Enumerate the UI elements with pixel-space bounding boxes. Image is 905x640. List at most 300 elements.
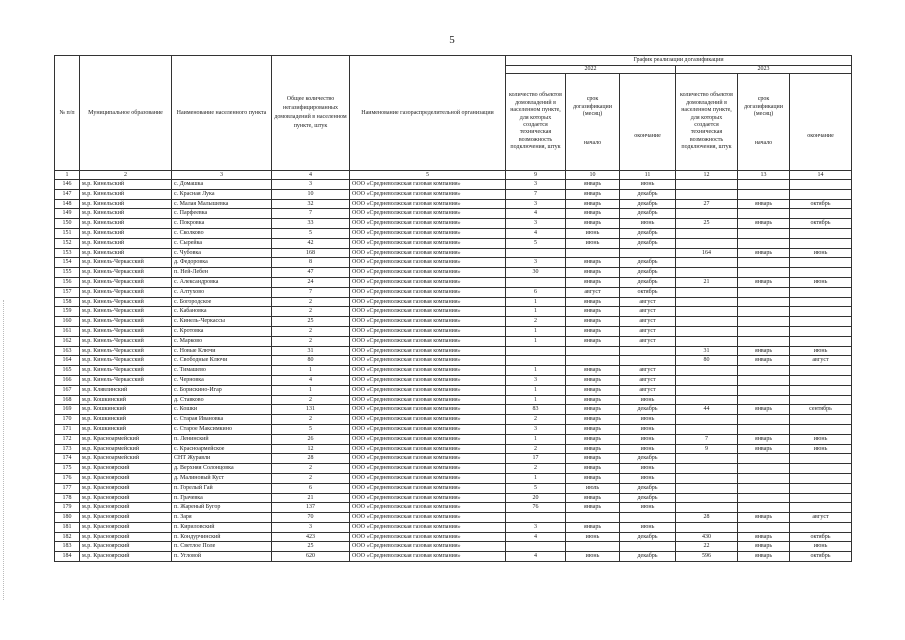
row-number-cell: 165 [55, 366, 80, 376]
table-row [55, 346, 852, 356]
municipality-cell: м.р. Кинельский [80, 228, 172, 238]
start-month-2022-cell: январь [566, 503, 620, 513]
row-number-cell: 182 [55, 532, 80, 542]
start-month-2023-cell [738, 238, 790, 248]
settlement-cell: с. Тимашево [172, 366, 272, 376]
households-total-cell: 1 [272, 366, 350, 376]
table-row [55, 522, 852, 532]
start-month-2023-cell: январь [738, 405, 790, 415]
start-month-2023-cell [738, 464, 790, 474]
count-2022-cell: 3 [506, 219, 566, 229]
count-2023-cell [676, 424, 738, 434]
start-month-2022-cell: июнь [566, 552, 620, 562]
settlement-cell: с. Чубовка [172, 248, 272, 258]
column-number: 11 [620, 171, 676, 180]
start-month-2022-cell: январь [566, 336, 620, 346]
municipality-cell: м.р. Красноярский [80, 552, 172, 562]
table-row [55, 464, 852, 474]
start-month-2023-cell [738, 415, 790, 425]
gas-company-cell: ООО «Средневолжская газовая компания» [350, 473, 506, 483]
table-row [55, 424, 852, 434]
end-month-2022-cell: август [620, 375, 676, 385]
gas-company-cell: ООО «Средневолжская газовая компания» [350, 297, 506, 307]
settlement-cell: с. Свободные Ключи [172, 356, 272, 366]
end-month-2022-cell: июнь [620, 522, 676, 532]
start-month-2023-cell: январь [738, 542, 790, 552]
row-number-cell: 149 [55, 209, 80, 219]
municipality-cell: м.р. Кинель-Черкасский [80, 346, 172, 356]
table-row [55, 366, 852, 376]
start-month-2022-cell: январь [566, 434, 620, 444]
end-month-2023-cell: июнь [790, 248, 852, 258]
row-number-cell: 168 [55, 395, 80, 405]
municipality-cell: м.р. Кошкинский [80, 405, 172, 415]
start-month-2022-cell: январь [566, 326, 620, 336]
start-month-2022-cell: июнь [566, 238, 620, 248]
count-2023-cell [676, 180, 738, 190]
header-end-2023 [790, 74, 852, 171]
households-total-cell: 2 [272, 464, 350, 474]
count-2023-cell [676, 228, 738, 238]
end-month-2023-cell: июнь [790, 444, 852, 454]
count-2023-cell [676, 209, 738, 219]
end-month-2022-cell: июнь [620, 415, 676, 425]
municipality-cell: м.р. Кинель-Черкасский [80, 326, 172, 336]
end-month-2022-cell [620, 346, 676, 356]
gas-company-cell: ООО «Средневолжская газовая компания» [350, 493, 506, 503]
row-number-cell: 157 [55, 287, 80, 297]
count-2022-cell: 5 [506, 238, 566, 248]
settlement-cell: с. Александровка [172, 277, 272, 287]
count-2023-cell: 28 [676, 513, 738, 523]
start-month-2023-cell [738, 375, 790, 385]
municipality-cell: м.р. Кинель-Черкасский [80, 287, 172, 297]
table-row [55, 483, 852, 493]
table-row [55, 415, 852, 425]
header-year-2023: 2023 [676, 66, 852, 74]
start-month-2023-cell [738, 366, 790, 376]
row-number-cell: 176 [55, 473, 80, 483]
row-number-cell: 179 [55, 503, 80, 513]
end-month-2023-cell: октябрь [790, 552, 852, 562]
settlement-cell: с. Сырейка [172, 238, 272, 248]
end-month-2022-cell: июнь [620, 180, 676, 190]
households-total-cell: 168 [272, 248, 350, 258]
settlement-cell: с. Малая Малышевка [172, 199, 272, 209]
start-month-2022-cell [566, 542, 620, 552]
header-no: № п/п [55, 56, 80, 171]
municipality-cell: м.р. Кинельский [80, 180, 172, 190]
header-schedule: График реализации догазификации [506, 56, 852, 66]
gas-company-cell: ООО «Средневолжская газовая компания» [350, 522, 506, 532]
count-2023-cell [676, 464, 738, 474]
municipality-cell: м.р. Кинельский [80, 189, 172, 199]
municipality-cell: м.р. Клявлинский [80, 385, 172, 395]
municipality-cell: м.р. Кинель-Черкасский [80, 375, 172, 385]
start-month-2023-cell [738, 493, 790, 503]
page-number: 5 [449, 34, 455, 46]
gas-company-cell: ООО «Средневолжская газовая компания» [350, 356, 506, 366]
table-row [55, 336, 852, 346]
end-month-2023-cell: сентябрь [790, 405, 852, 415]
end-month-2022-cell: декабрь [620, 552, 676, 562]
households-total-cell: 42 [272, 238, 350, 248]
end-month-2023-cell [790, 258, 852, 268]
table-row [55, 405, 852, 415]
municipality-cell: м.р. Кинельский [80, 199, 172, 209]
row-number-cell: 173 [55, 444, 80, 454]
end-month-2023-cell [790, 375, 852, 385]
column-number: 14 [790, 171, 852, 180]
table-row [55, 189, 852, 199]
count-2023-cell: 596 [676, 552, 738, 562]
end-month-2022-cell: декабрь [620, 209, 676, 219]
table-row [55, 219, 852, 229]
row-number-cell: 154 [55, 258, 80, 268]
gas-company-cell: ООО «Средневолжская газовая компания» [350, 444, 506, 454]
table-row [55, 513, 852, 523]
start-month-2023-cell: январь [738, 552, 790, 562]
table-row [55, 473, 852, 483]
end-month-2023-cell [790, 238, 852, 248]
end-month-2023-cell [790, 503, 852, 513]
end-month-2023-cell [790, 326, 852, 336]
header-households: Общее количество негазифицированных домовладений в населенном пункте, штук [272, 56, 350, 171]
municipality-cell: м.р. Красноармейский [80, 444, 172, 454]
table-row [55, 375, 852, 385]
households-total-cell: 31 [272, 346, 350, 356]
table-row [55, 277, 852, 287]
municipality-cell: м.р. Кинельский [80, 248, 172, 258]
end-month-2023-cell: октябрь [790, 199, 852, 209]
start-month-2022-cell: январь [566, 415, 620, 425]
table-row [55, 395, 852, 405]
start-label-2022: начало [583, 140, 602, 147]
count-2023-cell [676, 483, 738, 493]
end-month-2023-cell: июнь [790, 346, 852, 356]
start-month-2022-cell [566, 513, 620, 523]
count-2022-cell: 4 [506, 552, 566, 562]
gas-company-cell: ООО «Средневолжская газовая компания» [350, 228, 506, 238]
count-2023-cell: 430 [676, 532, 738, 542]
start-month-2023-cell: январь [738, 219, 790, 229]
start-month-2023-cell [738, 317, 790, 327]
count-2022-cell: 3 [506, 375, 566, 385]
end-month-2023-cell [790, 464, 852, 474]
households-total-cell: 3 [272, 522, 350, 532]
settlement-cell: с. Кошки [172, 405, 272, 415]
settlement-cell: с. Алтухово [172, 287, 272, 297]
count-2022-cell: 2 [506, 464, 566, 474]
row-number-cell: 156 [55, 277, 80, 287]
row-number-cell: 153 [55, 248, 80, 258]
start-month-2022-cell: январь [566, 199, 620, 209]
end-month-2022-cell [620, 513, 676, 523]
start-month-2023-cell [738, 522, 790, 532]
count-2022-cell: 1 [506, 366, 566, 376]
households-total-cell: 25 [272, 317, 350, 327]
households-total-cell: 8 [272, 258, 350, 268]
table-row [55, 287, 852, 297]
start-month-2023-cell [738, 180, 790, 190]
start-month-2022-cell: август [566, 287, 620, 297]
settlement-cell: с. Кротовка [172, 326, 272, 336]
count-2022-cell: 1 [506, 336, 566, 346]
start-month-2022-cell: январь [566, 209, 620, 219]
start-month-2022-cell: январь [566, 395, 620, 405]
households-total-cell: 2 [272, 297, 350, 307]
column-number: 4 [272, 171, 350, 180]
gas-company-cell: ООО «Средневолжская газовая компания» [350, 503, 506, 513]
end-month-2023-cell [790, 209, 852, 219]
settlement-cell: с. Старая Ивановка [172, 415, 272, 425]
count-2022-cell: 76 [506, 503, 566, 513]
count-2023-cell [676, 258, 738, 268]
end-month-2023-cell: август [790, 513, 852, 523]
row-number-cell: 159 [55, 307, 80, 317]
end-month-2022-cell: июнь [620, 219, 676, 229]
start-month-2022-cell: январь [566, 473, 620, 483]
count-2023-cell [676, 326, 738, 336]
count-2023-cell [676, 375, 738, 385]
households-total-cell: 70 [272, 513, 350, 523]
municipality-cell: м.р. Кошкинский [80, 424, 172, 434]
municipality-cell: м.р. Красноярский [80, 473, 172, 483]
gas-company-cell: ООО «Средневолжская газовая компания» [350, 287, 506, 297]
start-month-2023-cell [738, 287, 790, 297]
settlement-cell: п. Кириловский [172, 522, 272, 532]
count-2023-cell [676, 415, 738, 425]
municipality-cell: м.р. Кинель-Черкасский [80, 307, 172, 317]
settlement-cell: с. Кабановка [172, 307, 272, 317]
start-month-2023-cell: январь [738, 277, 790, 287]
end-month-2023-cell [790, 180, 852, 190]
households-total-cell: 32 [272, 199, 350, 209]
row-number-cell: 170 [55, 415, 80, 425]
row-number-cell: 184 [55, 552, 80, 562]
table-header [55, 56, 852, 180]
gas-company-cell: ООО «Средневолжская газовая компания» [350, 258, 506, 268]
settlement-cell: с. Домашка [172, 180, 272, 190]
column-number: 2 [80, 171, 172, 180]
settlement-cell: д. Верхняя Солонцовка [172, 464, 272, 474]
end-month-2023-cell [790, 336, 852, 346]
end-month-2022-cell: июнь [620, 395, 676, 405]
gas-company-cell: ООО «Средневолжская газовая компания» [350, 307, 506, 317]
count-2023-cell [676, 473, 738, 483]
header-start-2022 [566, 74, 620, 171]
start-month-2022-cell: январь [566, 180, 620, 190]
end-month-2022-cell: декабрь [620, 277, 676, 287]
table-row [55, 542, 852, 552]
start-month-2022-cell: январь [566, 424, 620, 434]
start-month-2023-cell [738, 473, 790, 483]
table-row [55, 317, 852, 327]
row-number-cell: 180 [55, 513, 80, 523]
gasification-table [54, 55, 852, 562]
start-month-2023-cell [738, 228, 790, 238]
start-month-2023-cell [738, 503, 790, 513]
households-total-cell: 21 [272, 493, 350, 503]
table-row [55, 532, 852, 542]
row-number-cell: 177 [55, 483, 80, 493]
start-month-2022-cell: июнь [566, 228, 620, 238]
start-month-2023-cell [738, 326, 790, 336]
end-month-2023-cell [790, 189, 852, 199]
row-number-cell: 181 [55, 522, 80, 532]
header-settlement: Наименование населенного пункта [172, 56, 272, 171]
column-number: 5 [350, 171, 506, 180]
count-2022-cell: 2 [506, 444, 566, 454]
count-2023-cell [676, 297, 738, 307]
count-2022-cell: 4 [506, 228, 566, 238]
households-total-cell: 2 [272, 326, 350, 336]
settlement-cell: с. Черновка [172, 375, 272, 385]
end-month-2022-cell: июнь [620, 424, 676, 434]
row-number-cell: 158 [55, 297, 80, 307]
row-number-cell: 162 [55, 336, 80, 346]
settlement-cell: с. Богородское [172, 297, 272, 307]
count-2022-cell: 3 [506, 180, 566, 190]
count-2022-cell: 1 [506, 307, 566, 317]
column-number: 3 [172, 171, 272, 180]
start-month-2022-cell: январь [566, 405, 620, 415]
period-label-2022: срок догазификации (месяц) [573, 96, 612, 117]
count-2022-cell: 20 [506, 493, 566, 503]
end-month-2023-cell [790, 424, 852, 434]
end-month-2023-cell [790, 385, 852, 395]
count-2022-cell: 1 [506, 326, 566, 336]
column-number: 10 [566, 171, 620, 180]
table-row [55, 268, 852, 278]
start-month-2022-cell [566, 356, 620, 366]
end-month-2022-cell: июнь [620, 444, 676, 454]
start-month-2023-cell: январь [738, 532, 790, 542]
end-month-2022-cell: декабрь [620, 238, 676, 248]
settlement-cell: СНТ Журавли [172, 454, 272, 464]
count-2023-cell: 31 [676, 346, 738, 356]
end-month-2023-cell [790, 297, 852, 307]
households-total-cell: 2 [272, 415, 350, 425]
row-number-cell: 171 [55, 424, 80, 434]
municipality-cell: м.р. Красноярский [80, 542, 172, 552]
end-month-2022-cell: декабрь [620, 454, 676, 464]
households-total-cell: 24 [272, 277, 350, 287]
end-month-2023-cell [790, 395, 852, 405]
households-total-cell: 4 [272, 375, 350, 385]
count-2023-cell [676, 366, 738, 376]
count-2022-cell [506, 277, 566, 287]
header-org: Наименование газораспределительной организации [350, 56, 506, 171]
gas-company-cell: ООО «Средневолжская газовая компания» [350, 209, 506, 219]
start-month-2022-cell: январь [566, 444, 620, 454]
count-2022-cell: 6 [506, 287, 566, 297]
households-total-cell: 33 [272, 219, 350, 229]
gas-company-cell: ООО «Средневолжская газовая компания» [350, 317, 506, 327]
settlement-cell: д. Федоровка [172, 258, 272, 268]
start-month-2022-cell: январь [566, 454, 620, 464]
end-month-2023-cell [790, 317, 852, 327]
count-2022-cell [506, 346, 566, 356]
row-number-cell: 167 [55, 385, 80, 395]
count-2023-cell [676, 238, 738, 248]
gas-company-cell: ООО «Средневолжская газовая компания» [350, 277, 506, 287]
table-row [55, 238, 852, 248]
table-row [55, 356, 852, 366]
row-number-cell: 147 [55, 189, 80, 199]
count-2023-cell: 27 [676, 199, 738, 209]
start-month-2022-cell: январь [566, 297, 620, 307]
households-total-cell: 10 [272, 189, 350, 199]
count-2023-cell [676, 454, 738, 464]
row-number-cell: 178 [55, 493, 80, 503]
municipality-cell: м.р. Кинель-Черкасский [80, 297, 172, 307]
municipality-cell: м.р. Красноярский [80, 532, 172, 542]
end-month-2022-cell: август [620, 297, 676, 307]
table-row [55, 307, 852, 317]
row-number-cell: 150 [55, 219, 80, 229]
end-month-2022-cell: декабрь [620, 405, 676, 415]
end-month-2022-cell: июнь [620, 473, 676, 483]
count-2022-cell [506, 513, 566, 523]
settlement-cell: с. Красная Лука [172, 189, 272, 199]
count-2023-cell: 22 [676, 542, 738, 552]
settlement-cell: с. Парфеевка [172, 209, 272, 219]
count-2023-cell [676, 189, 738, 199]
municipality-cell: м.р. Красноярский [80, 503, 172, 513]
end-month-2022-cell: июнь [620, 464, 676, 474]
municipality-cell: м.р. Кинель-Черкасский [80, 268, 172, 278]
households-total-cell: 2 [272, 336, 350, 346]
gas-company-cell: ООО «Средневолжская газовая компания» [350, 180, 506, 190]
households-total-cell: 47 [272, 268, 350, 278]
column-number-row [55, 171, 852, 180]
gas-company-cell: ООО «Средневолжская газовая компания» [350, 542, 506, 552]
count-2023-cell [676, 287, 738, 297]
households-total-cell: 2 [272, 307, 350, 317]
count-2022-cell: 2 [506, 415, 566, 425]
count-2022-cell: 7 [506, 189, 566, 199]
row-number-cell: 164 [55, 356, 80, 366]
start-month-2022-cell: январь [566, 268, 620, 278]
start-month-2022-cell: январь [566, 219, 620, 229]
row-number-cell: 151 [55, 228, 80, 238]
municipality-cell: м.р. Кинель-Черкасский [80, 366, 172, 376]
settlement-cell: с. Борискино-Игар [172, 385, 272, 395]
end-label-2023: окончание [807, 133, 834, 140]
row-number-cell: 166 [55, 375, 80, 385]
count-2023-cell: 164 [676, 248, 738, 258]
gas-company-cell: ООО «Средневолжская газовая компания» [350, 268, 506, 278]
gas-company-cell: ООО «Средневолжская газовая компания» [350, 405, 506, 415]
row-number-cell: 172 [55, 434, 80, 444]
municipality-cell: м.р. Кинельский [80, 209, 172, 219]
gas-company-cell: ООО «Средневолжская газовая компания» [350, 199, 506, 209]
start-month-2023-cell [738, 336, 790, 346]
header-start-2023 [738, 74, 790, 171]
end-month-2022-cell: декабрь [620, 268, 676, 278]
start-month-2023-cell [738, 424, 790, 434]
count-2023-cell: 44 [676, 405, 738, 415]
settlement-cell: с. Старое Максимкино [172, 424, 272, 434]
period-label-2023: срок догазификации (месяц) [744, 96, 783, 117]
households-total-cell: 28 [272, 454, 350, 464]
gas-company-cell: ООО «Средневолжская газовая компания» [350, 424, 506, 434]
settlement-cell: с. Марково [172, 336, 272, 346]
start-month-2022-cell: июнь [566, 532, 620, 542]
households-total-cell: 7 [272, 287, 350, 297]
count-2023-cell [676, 307, 738, 317]
